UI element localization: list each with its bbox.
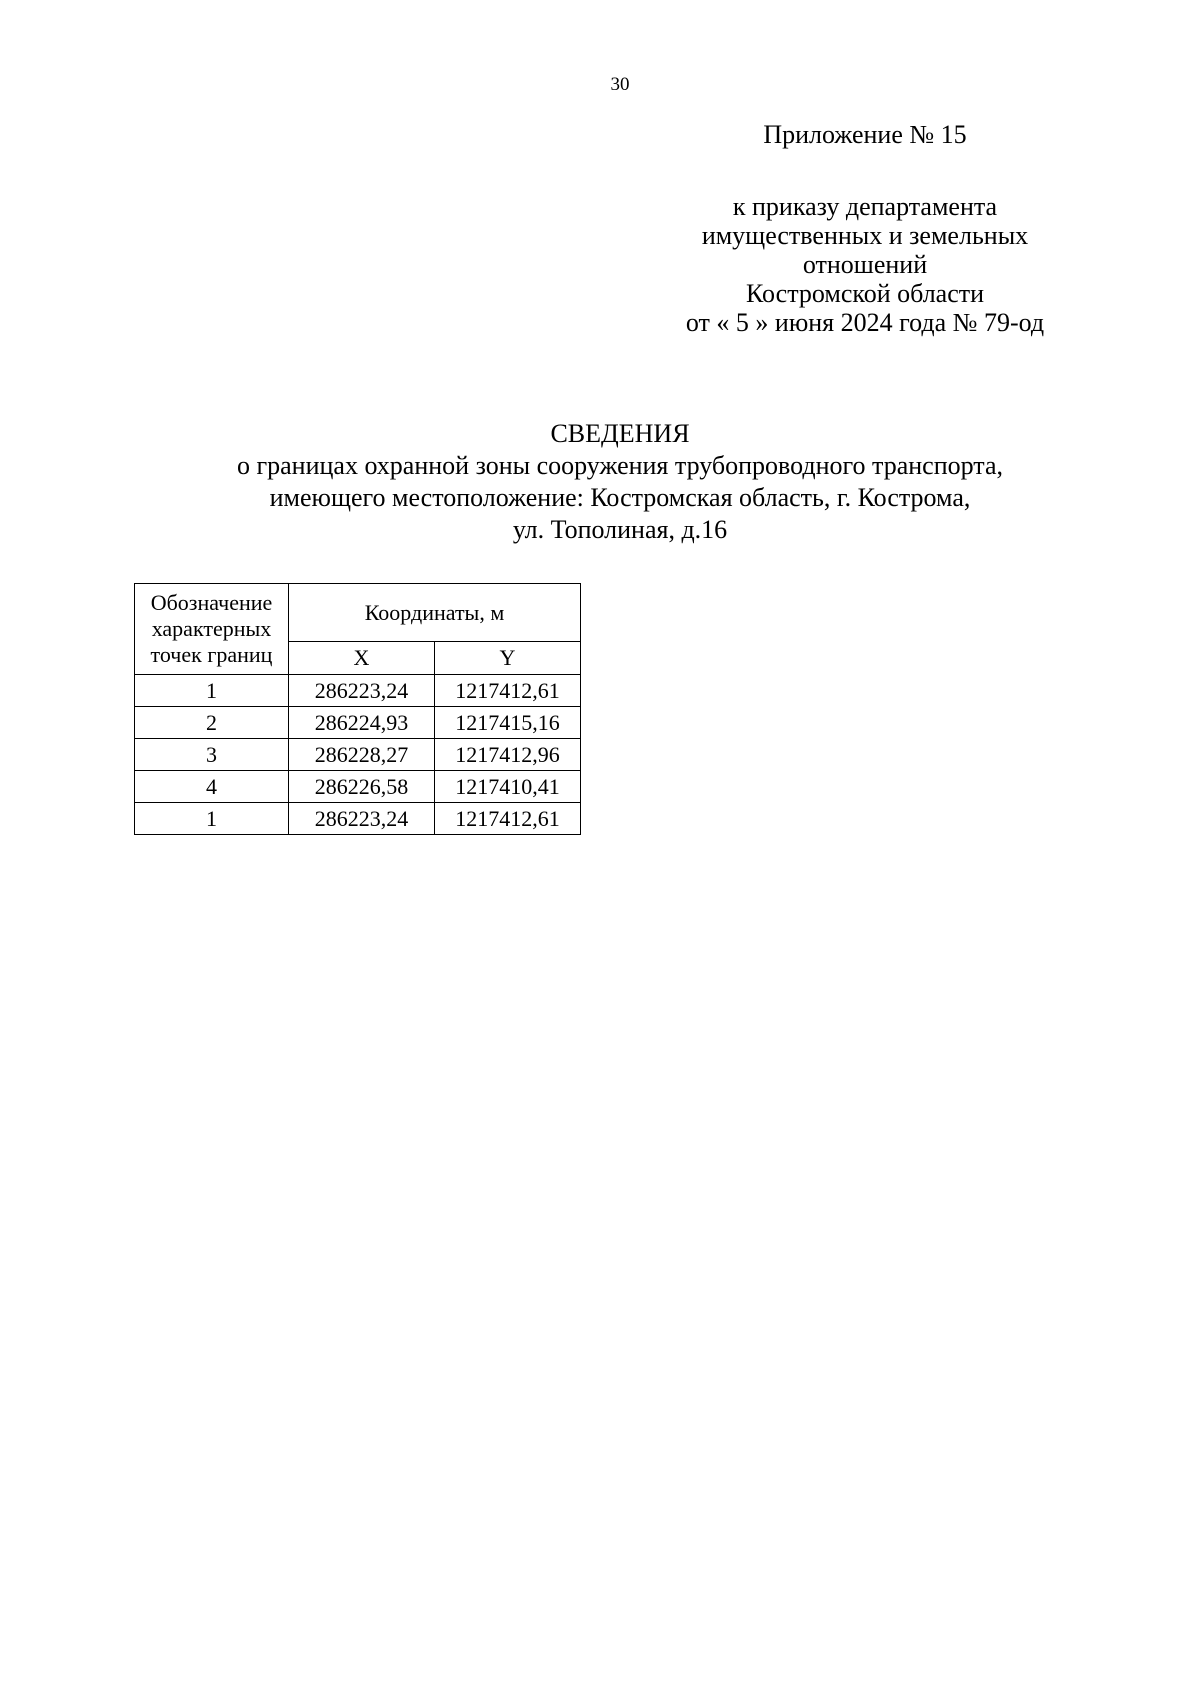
heading-line: имеющего местоположение: Костромская область, г. Кострома, — [269, 483, 971, 512]
point-cell: 2 — [135, 707, 289, 739]
y-cell: 1217410,41 — [435, 771, 581, 803]
table-row — [135, 771, 581, 803]
header-point — [135, 584, 289, 675]
header-point-line: характерных — [151, 616, 272, 641]
header-coordinates: Координаты, м — [289, 584, 581, 642]
heading-line: о границах охранной зоны сооружения трубопроводного транспорта, — [236, 451, 1004, 480]
page-number: 30 — [610, 74, 630, 95]
header-point-line: точек границ — [150, 642, 273, 667]
point-cell: 1 — [135, 675, 289, 707]
x-cell: 286223,24 — [289, 675, 435, 707]
point-cell: 4 — [135, 771, 289, 803]
y-cell: 1217415,16 — [435, 707, 581, 739]
table-row — [135, 739, 581, 771]
header-point-line: Обозначение — [150, 590, 273, 615]
annex-line: Костромской области — [745, 279, 985, 308]
y-cell: 1217412,61 — [435, 803, 581, 835]
annex-title: Приложение № 15 — [763, 120, 967, 149]
x-cell: 286226,58 — [289, 771, 435, 803]
table-row — [135, 803, 581, 835]
x-cell: 286223,24 — [289, 803, 435, 835]
heading-line: ул. Тополиная, д.16 — [512, 515, 728, 544]
x-cell: 286224,93 — [289, 707, 435, 739]
table-row — [135, 707, 581, 739]
coordinates-table — [134, 583, 581, 835]
annex-line: от « 5 » июня 2024 года № 79-од — [685, 308, 1045, 337]
header-x: X — [289, 642, 435, 675]
document-heading — [0, 418, 1200, 546]
y-cell: 1217412,96 — [435, 739, 581, 771]
annex-line: отношений — [802, 250, 928, 279]
heading-title: СВЕДЕНИЯ — [550, 419, 690, 448]
annex-line: к приказу департамента — [732, 192, 998, 221]
point-cell: 1 — [135, 803, 289, 835]
annex-details — [640, 192, 1090, 337]
annex-line: имущественных и земельных — [701, 221, 1029, 250]
y-cell: 1217412,61 — [435, 675, 581, 707]
x-cell: 286228,27 — [289, 739, 435, 771]
header-y: Y — [435, 642, 581, 675]
point-cell: 3 — [135, 739, 289, 771]
table-row — [135, 675, 581, 707]
